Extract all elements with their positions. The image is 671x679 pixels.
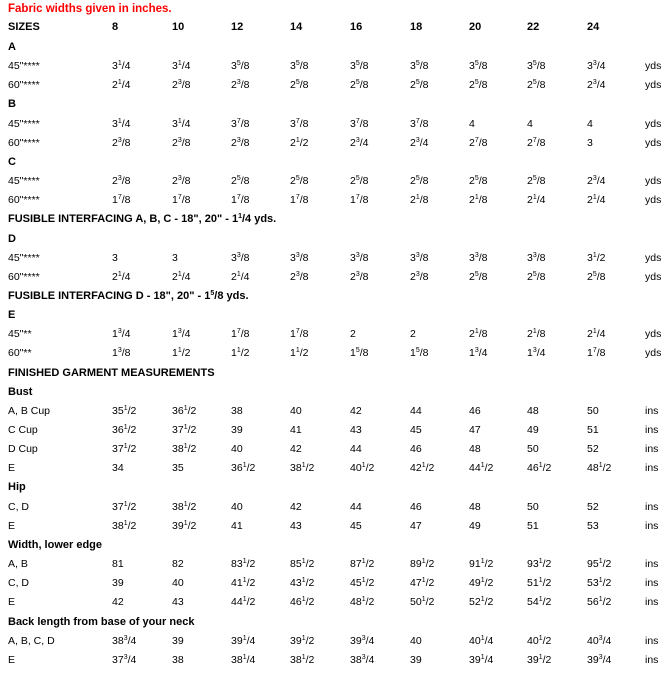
table-row <box>0 347 671 363</box>
table-cell: 40 <box>290 405 302 417</box>
table-cell: $3^5/8$ <box>231 60 250 72</box>
table-cell: 48 <box>469 501 481 513</box>
table-cell: $2^5/8$ <box>527 175 546 187</box>
table-cell: $38^1/2$ <box>290 654 315 666</box>
unit-label: ins <box>645 654 659 666</box>
table-cell: $38^1/2$ <box>290 462 315 474</box>
section-heading <box>0 539 671 555</box>
table-cell: $38^3/4$ <box>112 635 137 647</box>
table-cell: $37^1/2$ <box>112 501 137 513</box>
table-cell: 41 <box>290 424 302 436</box>
unit-label: ins <box>645 520 659 532</box>
table-cell: $1^3/8$ <box>112 347 131 359</box>
table-cell: 53 <box>587 520 599 532</box>
table-cell: 42 <box>290 443 302 455</box>
table-cell: $2^7/8$ <box>527 137 546 149</box>
table-cell: $3^3/8$ <box>290 252 309 264</box>
table-cell: $41^1/2$ <box>231 577 256 589</box>
table-cell: $2^7/8$ <box>469 137 488 149</box>
table-row <box>0 194 671 210</box>
table-row <box>0 501 671 517</box>
table-cell: 3 <box>172 252 178 264</box>
section-heading <box>0 156 671 172</box>
table-cell: 51 <box>587 424 599 436</box>
table-cell: 41 <box>231 520 243 532</box>
table-cell: $2^3/8$ <box>231 137 250 149</box>
row-label: 60"**** <box>8 79 40 91</box>
table-cell: 2 <box>410 328 416 340</box>
table-cell: 34 <box>112 462 124 474</box>
table-cell: $39^1/2$ <box>527 654 552 666</box>
table-cell: 49 <box>527 424 539 436</box>
table-cell: $38^1/2$ <box>112 520 137 532</box>
table-cell: 38 <box>172 654 184 666</box>
table-cell: 49 <box>469 520 481 532</box>
unit-label: ins <box>645 424 659 436</box>
table-cell: 81 <box>112 558 124 570</box>
table-cell: $46^1/2$ <box>527 462 552 474</box>
table-cell: $2^3/8$ <box>290 271 309 283</box>
table-cell: $47^1/2$ <box>410 577 435 589</box>
table-cell: 40 <box>231 443 243 455</box>
table-cell: $2^3/8$ <box>350 271 369 283</box>
table-cell: $2^1/8$ <box>469 328 488 340</box>
size-8: 8 <box>112 21 119 33</box>
table-cell: 44 <box>410 405 422 417</box>
table-cell: 48 <box>527 405 539 417</box>
table-cell: 46 <box>469 405 481 417</box>
table-cell: $2^5/8$ <box>350 79 369 91</box>
table-cell: $3^3/4$ <box>587 60 606 72</box>
table-cell: $36^1/2$ <box>231 462 256 474</box>
unit-label: yds <box>645 137 662 149</box>
table-cell: 42 <box>290 501 302 513</box>
size-20: 20 <box>469 21 482 33</box>
table-cell: $2^5/8$ <box>469 175 488 187</box>
table-cell: 4 <box>469 118 475 130</box>
row-label: 45"** <box>8 328 32 340</box>
table-cell: $1^7/8$ <box>231 194 250 206</box>
table-cell: $2^5/8$ <box>527 79 546 91</box>
size-22: 22 <box>527 21 540 33</box>
section-heading-text: FUSIBLE INTERFACING D - 18", 20" - $1^5/8$ yds. <box>8 290 249 302</box>
table-cell: $1^1/2$ <box>290 347 309 359</box>
table-cell: $2^1/4$ <box>231 271 250 283</box>
table-cell: $2^1/8$ <box>469 194 488 206</box>
row-label: A, B Cup <box>8 405 51 417</box>
table-cell: $2^1/4$ <box>527 194 546 206</box>
unit-label: yds <box>645 252 662 264</box>
table-cell: $2^1/4$ <box>587 328 606 340</box>
table-cell: $1^7/8$ <box>290 194 309 206</box>
table-cell: $1^3/4$ <box>527 347 546 359</box>
table-cell: $3^1/2$ <box>587 252 606 264</box>
table-cell: 38 <box>231 405 243 417</box>
table-cell: $87^1/2$ <box>350 558 375 570</box>
table-cell: $1^7/8$ <box>350 194 369 206</box>
table-cell: $52^1/2$ <box>469 596 494 608</box>
table-cell: 50 <box>527 443 539 455</box>
size-24: 24 <box>587 21 600 33</box>
table-row <box>0 520 671 536</box>
table-cell: $44^1/2$ <box>231 596 256 608</box>
table-cell: 3 <box>112 252 118 264</box>
table-cell: $39^1/4$ <box>231 635 256 647</box>
table-cell: $50^1/2$ <box>410 596 435 608</box>
table-cell: $2^3/8$ <box>112 175 131 187</box>
table-cell: $1^1/2$ <box>172 347 191 359</box>
table-cell: 4 <box>527 118 533 130</box>
table-cell: $3^3/8$ <box>350 252 369 264</box>
table-cell: $2^5/8$ <box>350 175 369 187</box>
section-heading-text: Hip <box>8 481 26 493</box>
table-cell: 3 <box>587 137 593 149</box>
table-cell: $3^5/8$ <box>469 60 488 72</box>
table-cell: 46 <box>410 501 422 513</box>
table-cell: $39^1/2$ <box>290 635 315 647</box>
section-heading <box>0 367 671 383</box>
table-cell: $83^1/2$ <box>231 558 256 570</box>
section-heading-text: Back length from base of your neck <box>8 616 195 628</box>
table-cell: 39 <box>410 654 422 666</box>
table-cell: $40^3/4$ <box>587 635 612 647</box>
unit-label: ins <box>645 577 659 589</box>
table-cell: $2^5/8$ <box>587 271 606 283</box>
section-heading-text: A <box>8 41 16 53</box>
unit-label: yds <box>645 271 662 283</box>
section-heading <box>0 616 671 632</box>
section-heading <box>0 290 671 306</box>
row-label: 45"**** <box>8 252 40 264</box>
row-label: A, B, C, D <box>8 635 55 647</box>
table-cell: $37^1/2$ <box>112 443 137 455</box>
unit-label: yds <box>645 175 662 187</box>
table-cell: $2^1/4$ <box>172 271 191 283</box>
table-row <box>0 577 671 593</box>
table-cell: $3^7/8$ <box>410 118 429 130</box>
table-cell: 47 <box>410 520 422 532</box>
sizes-header-row <box>0 21 671 37</box>
table-cell: $1^1/2$ <box>231 347 250 359</box>
unit-label: ins <box>645 443 659 455</box>
row-label: 45"**** <box>8 118 40 130</box>
table-cell: $3^7/8$ <box>350 118 369 130</box>
table-cell: 43 <box>290 520 302 532</box>
table-cell: 40 <box>172 577 184 589</box>
section-heading-text: D <box>8 233 16 245</box>
table-row <box>0 328 671 344</box>
table-cell: $49^1/2$ <box>469 577 494 589</box>
table-cell: $1^7/8$ <box>587 347 606 359</box>
table-cell: $2^5/8$ <box>290 175 309 187</box>
table-cell: $1^7/8$ <box>112 194 131 206</box>
section-heading-text: E <box>8 309 16 321</box>
table-row <box>0 405 671 421</box>
row-label: E <box>8 520 16 532</box>
table-cell: $2^1/8$ <box>410 194 429 206</box>
table-cell: 51 <box>527 520 539 532</box>
table-cell: 39 <box>112 577 124 589</box>
row-label: C Cup <box>8 424 38 436</box>
table-cell: $43^1/2$ <box>290 577 315 589</box>
table-cell: 46 <box>410 443 422 455</box>
table-cell: $54^1/2$ <box>527 596 552 608</box>
table-cell: $2^5/8$ <box>469 79 488 91</box>
table-cell: $2^3/8$ <box>172 175 191 187</box>
table-cell: $2^5/8$ <box>527 271 546 283</box>
fabric-width-note: Fabric widths given in inches. <box>8 3 172 15</box>
table-cell: $3^3/8$ <box>410 252 429 264</box>
table-cell: $3^5/8$ <box>290 60 309 72</box>
unit-label: ins <box>645 596 659 608</box>
table-cell: $2^1/4$ <box>112 79 131 91</box>
table-cell: $3^1/4$ <box>172 118 191 130</box>
table-row <box>0 252 671 268</box>
table-cell: $2^5/8$ <box>469 271 488 283</box>
section-heading <box>0 309 671 325</box>
table-cell: $95^1/2$ <box>587 558 612 570</box>
table-row <box>0 137 671 153</box>
table-cell: 50 <box>527 501 539 513</box>
table-cell: $3^7/8$ <box>231 118 250 130</box>
table-cell: 50 <box>587 405 599 417</box>
table-cell: $2^5/8$ <box>410 79 429 91</box>
table-cell: $37^1/2$ <box>172 424 197 436</box>
table-cell: 42 <box>350 405 362 417</box>
table-cell: $85^1/2$ <box>290 558 315 570</box>
section-heading <box>0 481 671 497</box>
table-cell: 43 <box>350 424 362 436</box>
table-cell: $1^3/4$ <box>172 328 191 340</box>
table-cell: $37^3/4$ <box>112 654 137 666</box>
table-cell: $2^5/8$ <box>231 175 250 187</box>
table-cell: $39^3/4$ <box>350 635 375 647</box>
table-cell: $45^1/2$ <box>350 577 375 589</box>
table-row <box>0 462 671 478</box>
unit-label: ins <box>645 635 659 647</box>
table-row <box>0 596 671 612</box>
table-cell: $1^5/8$ <box>410 347 429 359</box>
unit-label: yds <box>645 79 662 91</box>
row-label: A, B <box>8 558 28 570</box>
table-cell: $2^3/4$ <box>587 79 606 91</box>
table-cell: $46^1/2$ <box>290 596 315 608</box>
table-cell: 2 <box>350 328 356 340</box>
unit-label: yds <box>645 60 662 72</box>
table-cell: 47 <box>469 424 481 436</box>
table-cell: $35^1/2$ <box>112 405 137 417</box>
row-label: C, D <box>8 501 29 513</box>
table-cell: $1^3/4$ <box>469 347 488 359</box>
table-cell: $91^1/2$ <box>469 558 494 570</box>
section-heading <box>0 213 671 229</box>
section-heading-text: FINISHED GARMENT MEASUREMENTS <box>8 367 215 379</box>
row-label: 60"** <box>8 347 32 359</box>
table-cell: $2^3/8$ <box>410 271 429 283</box>
section-heading <box>0 386 671 402</box>
table-cell: 40 <box>231 501 243 513</box>
section-heading <box>0 41 671 57</box>
row-label: 45"**** <box>8 60 40 72</box>
row-label: C, D <box>8 577 29 589</box>
table-cell: 44 <box>350 443 362 455</box>
size-10: 10 <box>172 21 185 33</box>
row-label: 45"**** <box>8 175 40 187</box>
row-label: E <box>8 462 16 474</box>
table-cell: $2^3/4$ <box>587 175 606 187</box>
table-cell: $3^3/8$ <box>231 252 250 264</box>
table-cell: $2^1/4$ <box>112 271 131 283</box>
table-cell: $3^1/4$ <box>172 60 191 72</box>
table-row <box>0 443 671 459</box>
table-cell: $2^3/4$ <box>410 137 429 149</box>
unit-label: ins <box>645 558 659 570</box>
table-cell: 42 <box>112 596 124 608</box>
table-cell: $1^7/8$ <box>231 328 250 340</box>
row-label: 60"**** <box>8 137 40 149</box>
table-cell: $40^1/4$ <box>469 635 494 647</box>
row-label: 60"**** <box>8 194 40 206</box>
unit-label: ins <box>645 462 659 474</box>
table-cell: $2^3/8$ <box>231 79 250 91</box>
table-cell: 48 <box>469 443 481 455</box>
table-cell: $3^5/8$ <box>410 60 429 72</box>
row-label: D Cup <box>8 443 38 455</box>
table-cell: $2^5/8$ <box>410 175 429 187</box>
table-cell: $38^3/4$ <box>350 654 375 666</box>
table-row <box>0 271 671 287</box>
table-cell: $3^7/8$ <box>290 118 309 130</box>
table-cell: $3^5/8$ <box>527 60 546 72</box>
table-cell: $38^1/2$ <box>172 501 197 513</box>
table-cell: $2^1/8$ <box>527 328 546 340</box>
table-cell: $1^7/8$ <box>172 194 191 206</box>
size-18: 18 <box>410 21 423 33</box>
table-cell: $40^1/2$ <box>527 635 552 647</box>
unit-label: yds <box>645 347 662 359</box>
unit-label: yds <box>645 194 662 206</box>
table-cell: $56^1/2$ <box>587 596 612 608</box>
table-cell: 4 <box>587 118 593 130</box>
table-cell: 39 <box>231 424 243 436</box>
table-cell: 39 <box>172 635 184 647</box>
section-heading-text: B <box>8 98 16 110</box>
table-cell: $2^1/2$ <box>290 137 309 149</box>
section-heading <box>0 233 671 249</box>
table-row <box>0 654 671 670</box>
table-row <box>0 558 671 574</box>
section-heading-text: C <box>8 156 16 168</box>
table-cell: $38^1/4$ <box>231 654 256 666</box>
table-row <box>0 424 671 440</box>
unit-label: ins <box>645 501 659 513</box>
table-row <box>0 175 671 191</box>
table-cell: $3^1/4$ <box>112 60 131 72</box>
table-cell: $39^1/2$ <box>172 520 197 532</box>
section-heading-text: FUSIBLE INTERFACING A, B, C - 18", 20" - $1^1/4$ yds. <box>8 213 277 225</box>
section-heading <box>0 98 671 114</box>
table-cell: $38^1/2$ <box>172 443 197 455</box>
table-cell: $93^1/2$ <box>527 558 552 570</box>
table-row <box>0 60 671 76</box>
table-row <box>0 635 671 651</box>
table-cell: $3^1/4$ <box>112 118 131 130</box>
table-cell: 44 <box>350 501 362 513</box>
size-12: 12 <box>231 21 244 33</box>
unit-label: yds <box>645 118 662 130</box>
table-cell: $3^3/8$ <box>527 252 546 264</box>
table-cell: 82 <box>172 558 184 570</box>
table-cell: $53^1/2$ <box>587 577 612 589</box>
table-cell: $36^1/2$ <box>112 424 137 436</box>
table-cell: $1^5/8$ <box>350 347 369 359</box>
section-heading-text: Bust <box>8 386 33 398</box>
unit-label: ins <box>645 405 659 417</box>
row-label: E <box>8 596 16 608</box>
table-cell: $40^1/2$ <box>350 462 375 474</box>
table-cell: 40 <box>410 635 422 647</box>
table-cell: $2^3/8$ <box>172 137 191 149</box>
table-cell: $2^5/8$ <box>290 79 309 91</box>
table-cell: $39^1/4$ <box>469 654 494 666</box>
table-cell: $2^3/8$ <box>112 137 131 149</box>
table-cell: 35 <box>172 462 184 474</box>
table-cell: $44^1/2$ <box>469 462 494 474</box>
unit-label: yds <box>645 328 662 340</box>
table-cell: $42^1/2$ <box>410 462 435 474</box>
table-cell: $3^3/8$ <box>469 252 488 264</box>
table-cell: $39^3/4$ <box>587 654 612 666</box>
table-cell: $3^5/8$ <box>350 60 369 72</box>
size-16: 16 <box>350 21 363 33</box>
table-cell: $2^1/4$ <box>587 194 606 206</box>
sizes-label: SIZES <box>8 21 40 33</box>
table-cell: $48^1/2$ <box>587 462 612 474</box>
row-label: 60"**** <box>8 271 40 283</box>
table-row <box>0 79 671 95</box>
table-cell: $36^1/2$ <box>172 405 197 417</box>
size-14: 14 <box>290 21 303 33</box>
table-cell: $89^1/2$ <box>410 558 435 570</box>
table-cell: 52 <box>587 501 599 513</box>
table-cell: 45 <box>350 520 362 532</box>
table-cell: $2^3/8$ <box>172 79 191 91</box>
table-cell: $51^1/2$ <box>527 577 552 589</box>
table-cell: 45 <box>410 424 422 436</box>
table-cell: $1^7/8$ <box>290 328 309 340</box>
table-cell: $1^3/4$ <box>112 328 131 340</box>
table-cell: 43 <box>172 596 184 608</box>
table-cell: $2^3/4$ <box>350 137 369 149</box>
table-row <box>0 118 671 134</box>
section-heading-text: Width, lower edge <box>8 539 103 551</box>
table-cell: 52 <box>587 443 599 455</box>
table-cell: $48^1/2$ <box>350 596 375 608</box>
row-label: E <box>8 654 16 666</box>
